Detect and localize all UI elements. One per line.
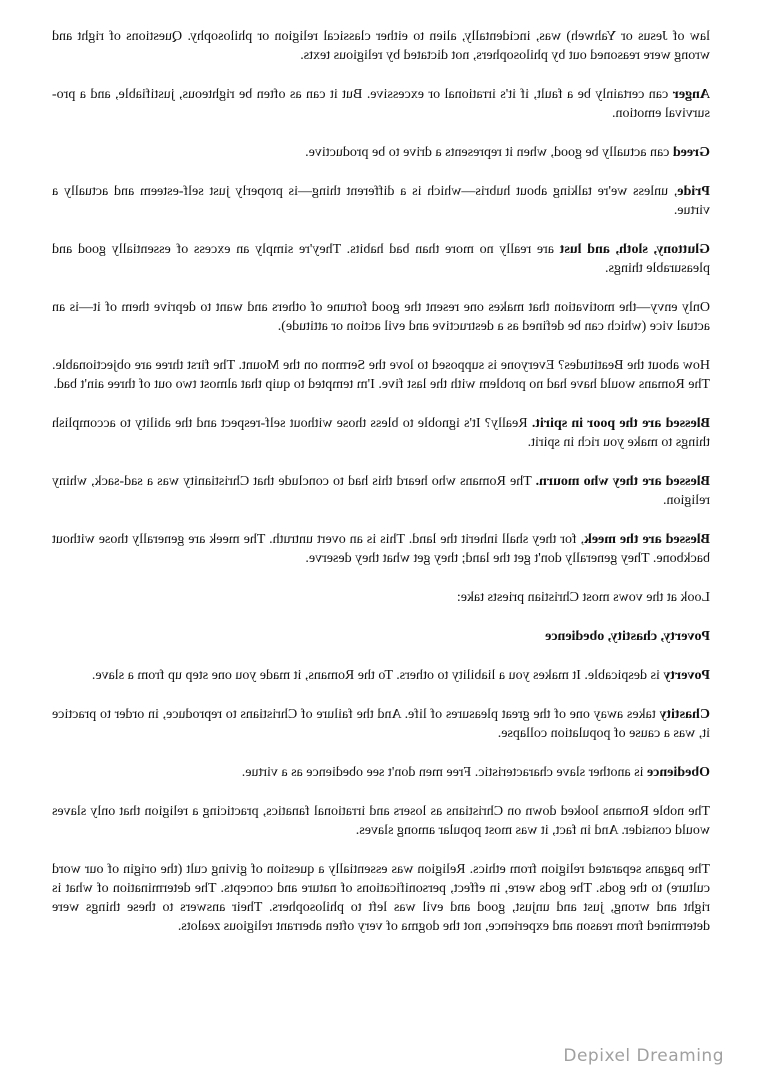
paragraph-text: , unless we're talking about hubris—which is a different thing—is properly just self-esteem and actually a virtue. xyxy=(52,184,710,218)
watermark: Depixel Dreaming xyxy=(563,1046,724,1066)
paragraph xyxy=(52,298,710,336)
paragraph-text: is despicable. It makes you a liability to others. To the Romans, it made you one step up from a slave. xyxy=(91,668,664,683)
paragraph-lead: Anger xyxy=(672,87,710,102)
paragraph-text: Only envy—the motivation that makes one resent the good fortune of others and want to deprive them of it—is an actual vice (which can be defined as a destructive and evil action or attitude). xyxy=(52,300,710,334)
paragraph xyxy=(52,763,710,782)
paragraph xyxy=(52,27,710,65)
paragraph-text: The pagans separated religion from ethics. Religion was essentially a question of giving cult (the origin of our word culture) to the gods. The gods were, in effect, personifications of nature and concepts. The determination of what is right and wrong, just and unjust, good and evil was left to philosophers. Their answers to these things were determined from reason and experience, not the dogma of very often aberrant religious zealots. xyxy=(52,862,710,934)
paragraph-text: The noble Romans looked down on Christians as losers and irrational fanatics, practicing a religion that only slaves would consider. And in fact, it was most popular among slaves. xyxy=(52,804,710,838)
paragraph-text: The Romans who heard this had to conclude that Christianity was a sad-sack, whiny religion. xyxy=(52,474,710,508)
paragraph xyxy=(52,705,710,743)
paragraph xyxy=(52,802,710,840)
paragraph xyxy=(52,414,710,452)
paragraph-lead: Obedience xyxy=(647,765,710,780)
paragraph xyxy=(52,472,710,510)
paragraph-lead: Pride xyxy=(677,184,710,199)
paragraph-lead: Greed xyxy=(672,145,710,160)
paragraph xyxy=(52,356,710,394)
paragraph xyxy=(52,530,710,568)
paragraph xyxy=(52,860,710,936)
paragraph-text: can actually be good, when it represents a drive to be productive. xyxy=(305,145,673,160)
paragraph-text: is another slave characteristic. Free men don't see obedience as a virtue. xyxy=(241,765,647,780)
paragraph-lead: Blessed are they who mourn. xyxy=(535,474,710,489)
paragraph xyxy=(52,85,710,123)
paragraph-lead: Blessed are the poor in spirit. xyxy=(531,416,710,431)
section-heading xyxy=(52,627,710,646)
document-body xyxy=(52,27,710,956)
paragraph-lead: Gluttony, sloth, and lust xyxy=(559,242,710,257)
paragraph xyxy=(52,143,710,162)
paragraph-lead: Poverty, chastity, obedience xyxy=(545,629,710,644)
paragraph-text: , for they shall inherit the land. This is an overt untruth. The meek are generally those without backbone. They generally don't get the land; they get what they deserve. xyxy=(52,532,710,566)
paragraph-lead: Poverty xyxy=(663,668,710,683)
paragraph-text: law of Jesus or Yahweh) was, incidentally, alien to either classical religion or philosophy. Questions of right and wrong were reasoned out by philosophers, not dictated by religious texts. xyxy=(52,29,710,63)
paragraph xyxy=(52,240,710,278)
paragraph-text: Look at the vows most Christian priests take: xyxy=(456,590,710,605)
paragraph-lead: Chastity xyxy=(659,707,710,722)
paragraph xyxy=(52,666,710,685)
paragraph-text: How about the Beatitudes? Everyone is supposed to love the Sermon on the Mount. The first three are objectionable. The Romans would have had no problem with the last five. I'm tempted to quip that almost two out of three ain't bad. xyxy=(52,358,710,392)
paragraph-text: can certainly be a fault, if it's irrational or excessive. But it can as often be righteous, justifiable, and a pro-survival emotion. xyxy=(52,87,710,121)
paragraph-text: Really? It's ignoble to bless those without self-respect and the ability to accomplish things to make you rich in spirit. xyxy=(52,416,710,450)
paragraph-lead: Blessed are the meek xyxy=(584,532,710,547)
paragraph xyxy=(52,182,710,220)
paragraph xyxy=(52,588,710,607)
paragraph-text: takes away one of the great pleasures of life. And the failure of Christians to reproduce, in order to practice it, was a cause of population collapse. xyxy=(52,707,710,741)
paragraph-text: are really no more than bad habits. They're simply an excess of essentially good and pleasurable things. xyxy=(52,242,710,276)
